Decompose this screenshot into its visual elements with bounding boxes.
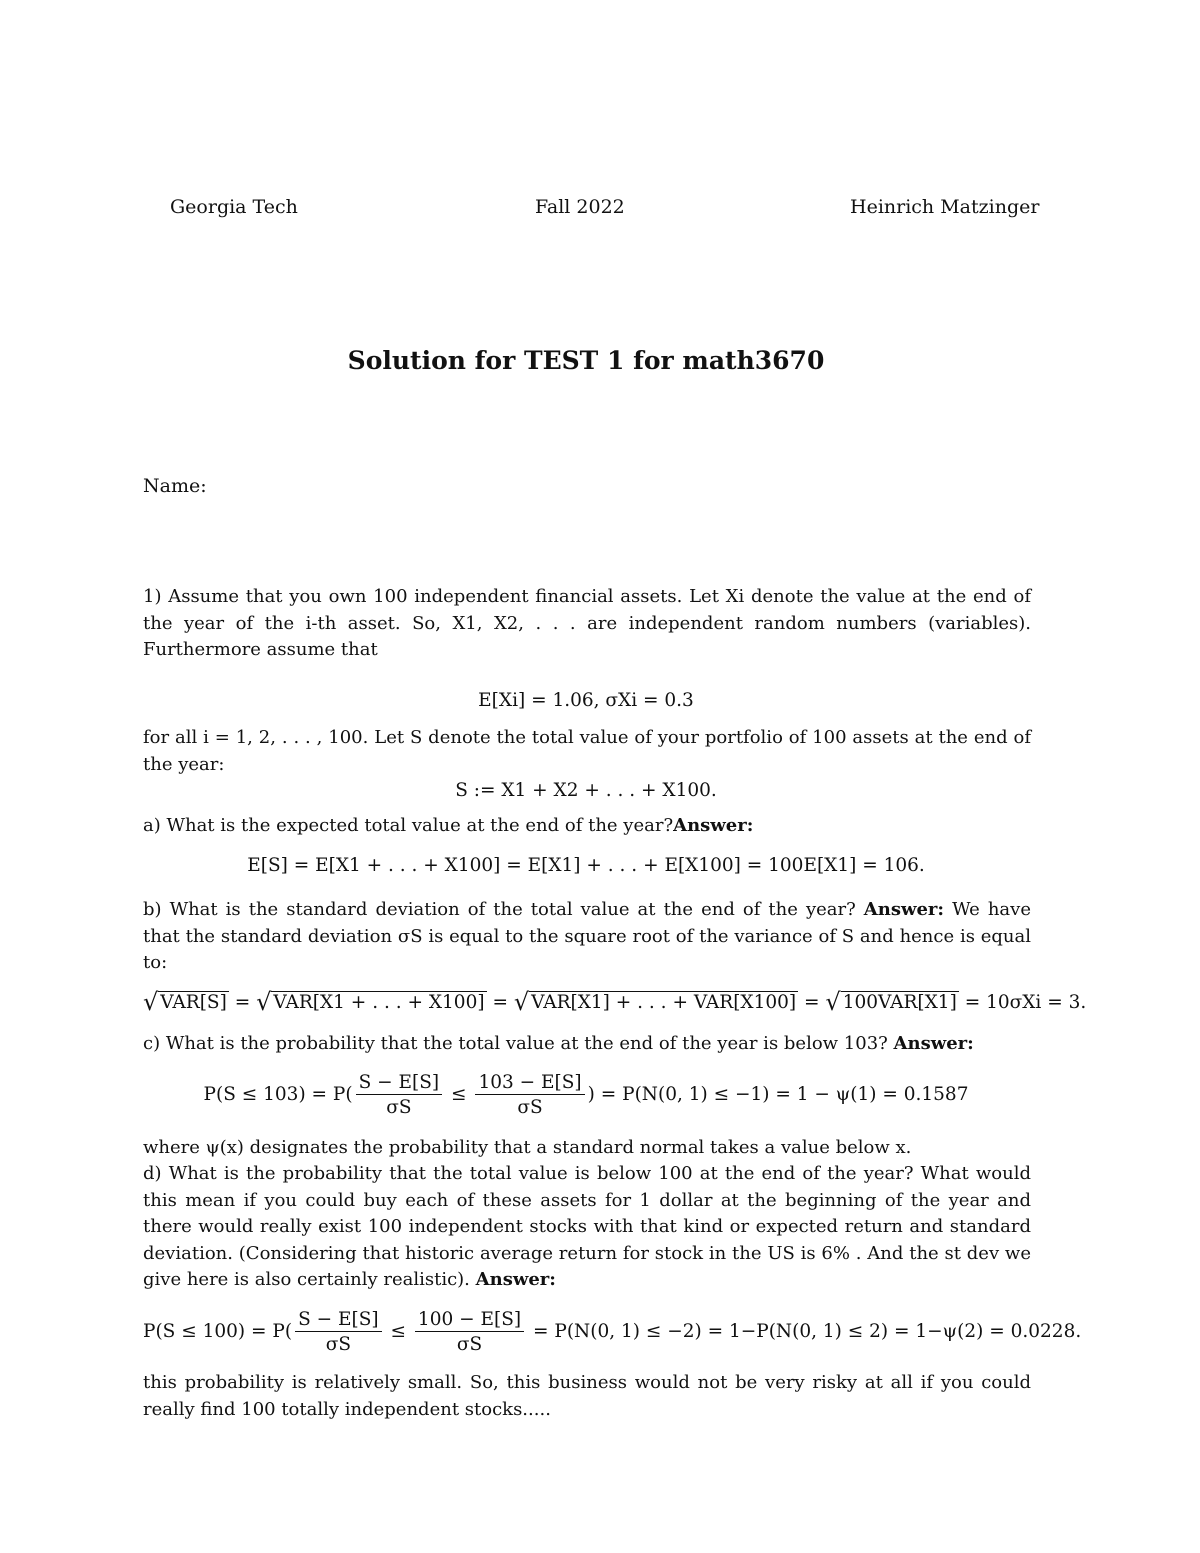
sqrt-term-2: √ VAR[X1 + . . . + X100] (256, 988, 485, 1016)
header-term: Fall 2022 (535, 196, 625, 218)
question-b (143, 897, 1031, 977)
fraction-d-1: $\frac{S - E[S]}{\sigma S}$ (295, 1309, 382, 1355)
equation-sum: S := X1 + X2 + . . . + X100. (455, 780, 717, 801)
equation-c: P(S ≤ 103) = P( $\frac{S - E[S]}{\sigma S}$ ≤ $\frac{103 - E[S]}{\sigma S}$ ) = P(N(0, 1) ≤ −1) = 1 − ψ(1) = 0.1587 (203, 1072, 969, 1118)
sqrt-term-4: √ 100VAR[X1] (825, 988, 957, 1016)
problem-intro: 1) Assume that you own 100 independent financial assets. Let Xi denote the value at the end of the year of the i-th asset. So, X1, X2, . . . are independent random numbers (variables). Furthermore assume that (143, 586, 1031, 660)
fraction-c-1: $\frac{S - E[S]}{\sigma S}$ (356, 1072, 443, 1118)
answer-label-c: Answer: (893, 1033, 974, 1054)
question-b-text: b) What is the standard deviation of the total value at the end of the year? (143, 899, 856, 920)
answer-label-a: Answer: (673, 815, 754, 836)
question-c-text: c) What is the probability that the total value at the end of the year is below 103? (143, 1033, 888, 1054)
problem-for-all: for all i = 1, 2, . . . , 100. Let S denote the total value of your portfolio of 100 assets at the end of the year: (143, 727, 1031, 775)
equation-b: √ VAR[S] = √ VAR[X1 + . . . + X100] = √ VAR[X1] + . . . + VAR[X100] = √ 100VAR[X1] = 10σXi = 3. (143, 988, 1087, 1016)
equation-d: P(S ≤ 100) = P( $\frac{S - E[S]}{\sigma S}$ ≤ $\frac{100 - E[S]}{\sigma S}$ = P(N(0, 1) ≤ −2) = 1−P(N(0, 1) ≤ 2) = 1−ψ(2) = 0.0228. (143, 1309, 1082, 1355)
question-c (143, 1033, 974, 1054)
where-text: where ψ(x) designates the probability that a standard normal takes a value below x. (143, 1137, 912, 1158)
question-d-text: d) What is the probability that the total value is below 100 at the end of the year? What would this mean if you could buy each of these assets for 1 dollar at the beginning of the year and there would really exist 100 independent stocks with that kind or expected return and standard deviation. (Considering that historic average return for stock in the US is 6% . And the st dev we give here is also certainly realistic). (143, 1163, 1031, 1290)
sqrt-term-3: √ VAR[X1] + . . . + VAR[X100] (513, 988, 797, 1016)
sqrt-term-1: √ VAR[S] (143, 988, 227, 1016)
equation-a: E[S] = E[X1 + . . . + X100] = E[X1] + . . . + E[X100] = 100E[X1] = 106. (247, 855, 925, 876)
answer-label-d: Answer: (475, 1269, 556, 1290)
answer-label-b: Answer: (863, 899, 945, 920)
fraction-c-2: $\frac{103 - E[S]}{\sigma S}$ (475, 1072, 584, 1118)
equation-b-tail: = 10σXi = 3. (964, 992, 1087, 1013)
header-institution: Georgia Tech (170, 196, 298, 218)
name-label: Name: (143, 475, 207, 497)
header-author: Heinrich Matzinger (850, 196, 1040, 218)
question-a-text: a) What is the expected total value at the end of the year? (143, 815, 674, 836)
question-d (143, 1161, 1031, 1294)
question-a (143, 815, 753, 836)
equation-assumption: E[Xi] = 1.06, σXi = 0.3 (478, 690, 694, 711)
fraction-d-2: $\frac{100 - E[S]}{\sigma S}$ (415, 1309, 524, 1355)
conclusion-text: this probability is relatively small. So, this business would not be very risky at all if you could really find 100 totally independent stocks..... (143, 1372, 1031, 1420)
page-title: Solution for TEST 1 for math3670 (347, 346, 825, 375)
question-b-rest: We have that the standard deviation σS is equal to the square root of the variance of S and hence is equal to: (143, 899, 1031, 973)
